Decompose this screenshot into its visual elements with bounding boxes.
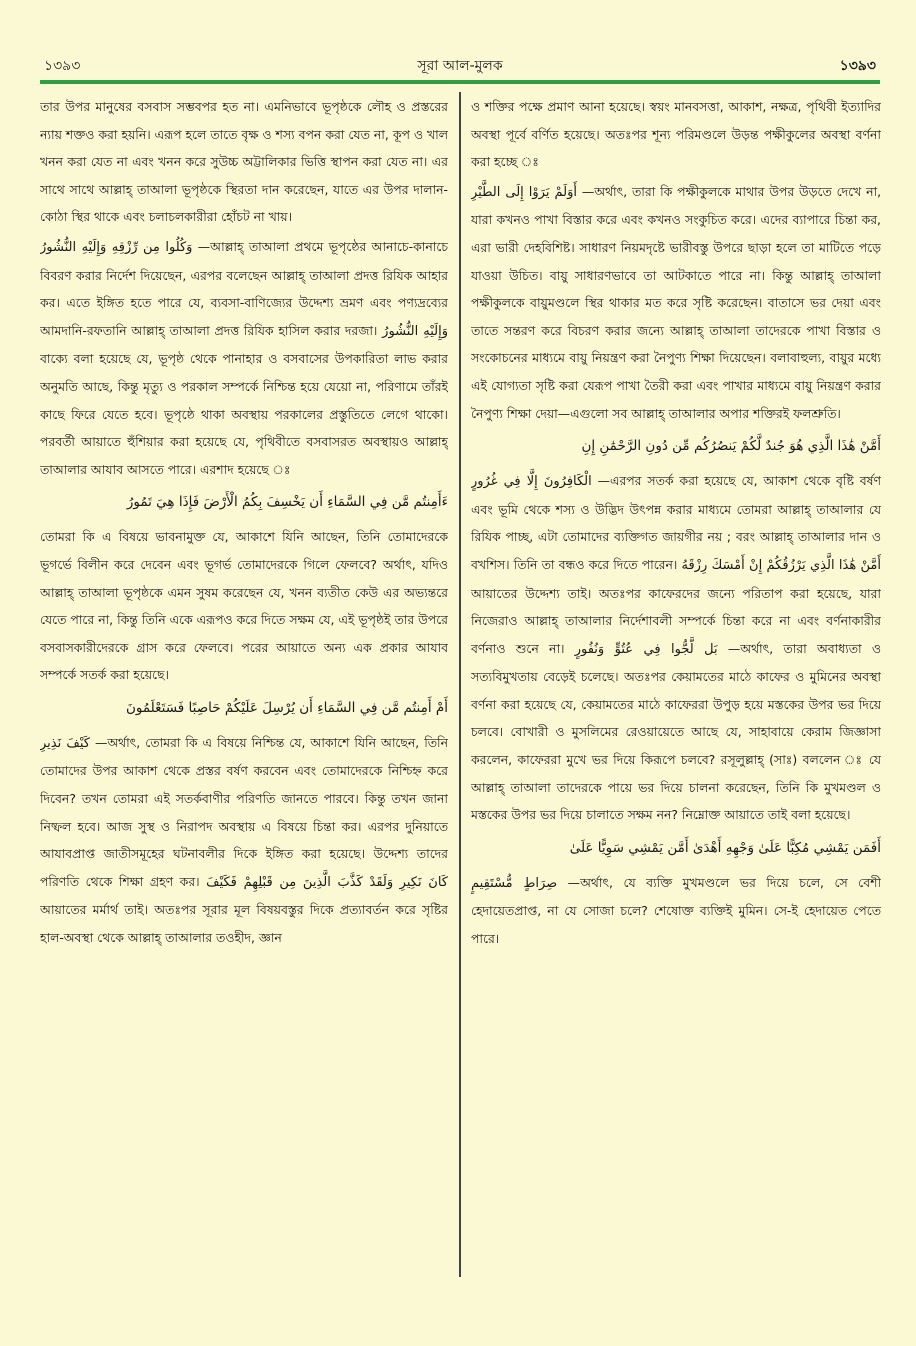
paragraph-text: —আল্লাহ্ তাআলা প্রথমে ভূপৃষ্ঠের আনাচে-কানাচে বিবরণ করার নির্দেশ দিয়েছেন, এরপর বলেছেন আল্লাহ্ তাআলা প্রদত্ত রিযিক আহার কর। এতে ইঙ্গিত হতে পারে যে, ব্যবসা-বাণিজ্যের উদ্দেশ্য ভ্রমণ এবং পণ্যদ্রব্যের আমদানি-রফতানি আল্লাহ্ তাআলা প্রদত্ত রিযিক হাসিল করার দরজা। (40, 238, 448, 338)
paragraph-text: —এরপর সতর্ক করা হয়েছে যে, আকাশ থেকে বৃষ্টি বর্ষণ এবং ভূমি থেকে শস্য ও উদ্ভিদ উৎপন্ন করার মাধ্যমে তোমরা আল্লাহ্ তাআলার যে রিযিক পাচ্ছ, এটা তোমাদের ব্যক্তিগত জায়গীর নয় ; বরং আল্লাহ্ তাআলার দান ও বখশিস। তিনি তা বন্ধও করে দিতে পারেন। (471, 473, 881, 572)
arabic-quote: وَكُلُوا مِن رِّزْقِهِ وَإِلَيْهِ النُّشُورُ (40, 239, 193, 255)
left-column (40, 93, 448, 1283)
arabic-verse: أَفَمَن يَمْشِي مُكِبًّا عَلَىٰ وَجْهِهِ أَهْدَىٰ أَمَّن يَمْشِي سَوِيًّا عَلَىٰ (569, 839, 881, 856)
paragraph: তার উপর মানুষের বসবাস সম্ভবপর হত না। এমনিভাবে ভূপৃষ্ঠকে লৌহ ও প্রস্তরের ন্যায় শক্তও করা হয়নি। এরূপ হলে তাতে বৃক্ষ ও শস্য বপন করা যেত না, কূপ ও খাল খনন করা যেত না এবং খনন করে সুউচ্চ অট্টালিকার ভিত্তি স্থাপন করা যেত না। এর সাথে সাথে আল্লাহ্ তাআলা ভূপৃষ্ঠকে স্থিরতা দান করেছেন, যাতে এর উপর দালান-কোঠা স্থির থাকে এবং চলাচলকারীরা হোঁচট না খায়। (40, 99, 448, 225)
arabic-verse: ءَأَمِنتُم مَّن فِي السَّمَاءِ أَن يَخْسِفَ بِكُمُ الْأَرْضَ فَإِذَا هِيَ تَمُورُ (126, 494, 448, 511)
arabic-quote: وَإِلَيْهِ النُّشُورُ (382, 323, 448, 339)
paragraph (40, 729, 448, 952)
paragraph (471, 467, 881, 829)
arabic-quote: كَيْفَ نَذِيرِ (40, 735, 90, 751)
paragraph-text: —অর্থাৎ, তোমরা কি এ বিষয়ে নিশ্চিন্ত যে, আকাশে যিনি আছেন, তিনি তোমাদের উপর আকাশ থেকে প্রস্তর বর্ষণ করবেন এবং তোমাদেরকে নিশ্চিহ্ন করে দিবেন? তখন তোমরা এই সতর্কবাণীর পরিণতি জানতে পারবে। কিন্তু তখন জানা নিষ্ফল হবে। আজ সুস্থ ও নিরাপদ অবস্থায় এ বিষয়ে চিন্তা কর। এরপর দুনিয়াতে আযাবপ্রাপ্ত জাতীসমূহের ঘটনাবলীর দিকে ইঙ্গিত করা হয়েছে। উদ্দেশ্য তাদের পরিণতি থেকে শিক্ষা গ্রহণ কর। (40, 734, 448, 889)
arabic-verse: أَمْ أَمِنتُم مَّن فِي السَّمَاءِ أَن يُرْسِلَ عَلَيْكُمْ حَاصِبًا فَسَتَعْلَمُونَ (125, 699, 448, 716)
page-header (40, 48, 880, 78)
arabic-quote: وَلَقَدْ كَذَّبَ الَّذِينَ مِن قَبْلِهِمْ فَكَيْفَ (206, 874, 394, 890)
arabic-quote: الْكَافِرُونَ إِلَّا فِي غُرُورٍ (471, 474, 592, 490)
header-rule (40, 80, 880, 84)
paragraph: তোমরা কি এ বিষয়ে ভাবনামুক্ত যে, আকাশে যিনি আছেন, তিনি তোমাদেরকে ভূগর্ভে বিলীন করে দেবেন এবং ভূগর্ভ তোমাদেরকে গিলে ফেলবে? অর্থাৎ, যদিও আল্লাহ্ তাআলা ভূপৃষ্ঠকে এমন সুষম করেছেন যে, খনন ব্যতীত কেউ এর অভ্যন্তরে যেতে পারে না, কিন্তু তিনি একে এরূপও করে দিতে সক্ষম যে, এই ভূপৃষ্ঠই তার উপরে বসবাসকারীদেরকে গ্রাস করে ফেলবে। পরের আয়াতে অন্য এক প্রকার আযাব সম্পর্কে সতর্ক করা হয়েছে। (40, 529, 448, 683)
paragraph: ও শক্তির পক্ষে প্রমাণ আনা হয়েছে। স্বয়ং মানবসত্তা, আকাশ, নক্ষত্র, পৃথিবী ইত্যাদির অবস্থা পূর্বে বর্ণিত হয়েছে। অতঃপর শূন্য পরিমণ্ডলে উড়ন্ত পক্ষীকুলের অবস্থা বর্ণনা করা হচ্ছে ঃ (471, 99, 881, 170)
arabic-quote: أَمَّنْ هَٰذَا الَّذِي يَرْزُقُكُمْ إِنْ أَمْسَكَ رِزْقَهُ (681, 557, 881, 573)
column-divider (459, 92, 461, 1277)
arabic-quote: كَانَ نَكِيرِ (399, 874, 448, 890)
paragraph (471, 869, 881, 953)
arabic-quote: بَل لَّجُّوا فِي عُتُوٍّ وَنُفُورٍ (574, 641, 718, 657)
paragraph-text: —অর্থাৎ, তারা অবাধ্যতা ও সত্যবিমুখতায় বেড়েই চলেছে। অতঃপর কেয়ামতের মাঠে কাফের ও মুমিনের অবস্থা বর্ণনা করা হয়েছে যে, কেয়ামতের মাঠে কাফেররা উপুড় হয়ে মস্তকের উপর ভর দিয়ে চলবে। বোখারী ও মুসলিমের রেওয়ায়েতে আছে যে, সাহাবায়ে কেরাম জিজ্ঞাসা করলেন, কাফেররা মুখে ভর দিয়ে কিরূপে চলবে? রসূলুল্লাহ্ (সাঃ) বললেন ঃ যে আল্লাহ্ তাআলা তাদেরকে পায়ে ভর দিয়ে চালনা করেছেন, তিনি কি মুখমণ্ডল ও মস্তকের উপর ভর দিয়ে চালাতে সক্ষম নন? নিম্নোক্ত আয়াতে তাই বলা হয়েছে। (471, 640, 881, 823)
paragraph-text: —অর্থাৎ, তারা কি পক্ষীকুলকে মাথার উপর উড়তে দেখে না, যারা কখনও পাখা বিস্তার করে এবং কখনও সংকুচিত করে। এদের ব্যাপারে চিন্তা কর, এরা ভারী দেহবিশিষ্ট। সাধারণ নিয়মদৃষ্টে ভারীবস্তু উপরে ছাড়া হলে তা মাটিতে পড়ে যাওয়া উচিত। বায়ু সাধারণভাবে তা আটকাতে পারে না। কিন্তু আল্লাহ্ তাআলা পক্ষীকুলকে বায়ুমণ্ডলে স্থির থাকার মত করে সৃষ্টি করেছেন। বাতাসে ভর দেয়া এবং তাতে সন্তরণ করে বিচরণ করার জন্যে আল্লাহ্ তাআলা তাদেরকে পাখা বিস্তার ও সংকোচনের মাধ্যমে বায়ু নিয়ন্ত্রণ করা নৈপুণ্য শিক্ষা দিয়েছেন। বলাবাহুল্য, বায়ুর মধ্যে এই যোগ্যতা সৃষ্টি করা যেরূপ পাখা তৈরী করা এবং পাখার মাধ্যমে বায়ু নিয়ন্ত্রণ করার নৈপুণ্য শিক্ষা দেয়া—এগুলো সব আল্লাহ্ তাআলার অপার শক্তিরই ফলশ্রুতি। (471, 183, 881, 421)
arabic-quote: أَوَلَمْ يَرَوْا إِلَى الطَّيْرِ (471, 184, 578, 200)
paragraph (471, 178, 881, 427)
paragraph-text: বাক্যে বলা হয়েছে যে, ভূপৃষ্ঠ থেকে পানাহার ও বসবাসের উপকারিতা লাভ করার অনুমতি আছে, কিন্তু মৃত্যু ও পরকাল সম্পর্কে নিশ্চিন্ত হয়ে যেয়ো না, পরিণামে তাঁরই কাছে ফিরে যেতে হবে। ভূপৃষ্ঠে থাকা অবস্থায় পরকালের প্রস্তুতিতে লেগে থাকো। পরবর্তী আয়াতে হুঁশিয়ার করা হয়েছে যে, পৃথিবীতে বসবাসরত অবস্থায়ও আল্লাহ্ তাআলার আযাব আসতে পারে। এরশাদ হয়েছে ঃ (40, 351, 448, 477)
page-number-left: ১৩৯৩ (44, 58, 81, 74)
right-column (471, 93, 881, 1283)
arabic-quote: صِرَاطٍ مُّسْتَقِيمٍ (471, 875, 558, 891)
arabic-verse: أَمَّنْ هَٰذَا الَّذِي هُوَ جُندٌ لَّكُمْ يَنصُرُكُم مِّن دُونِ الرَّحْمَٰنِ إِنِ (581, 438, 881, 455)
paragraph-text: আয়াতের উদ্দেশ্য তাই। অতঃপর কাফেরদের জন্যে পরিতাপ করা হয়েছে, যারা নিজেরাও আল্লাহ্ তাআলার নির্দেশাবলী সম্পর্কে চিন্তা করে না এবং বর্ণনাকারীর বর্ণনাও শুনে না। (471, 585, 881, 656)
paragraph (40, 233, 448, 483)
paragraph-text: আয়াতের মর্মার্থ তাই। অতঃপর সূরার মূল বিষয়বস্তুর দিকে প্রত্যাবর্তন করে সৃষ্টির হাল-অবস্থা থেকে আল্লাহ্ তাআলার তওহীদ, জ্ঞান (40, 902, 448, 946)
surah-title: সূরা আল-মুলক (417, 58, 503, 74)
paragraph-text: —অর্থাৎ, যে ব্যক্তি মুখমণ্ডলে ভর দিয়ে চলে, সে বেশী হেদায়েতপ্রাপ্ত, না যে সোজা চলে? শেষোক্ত ব্যক্তিই মুমিন। সে-ই হেদায়েত পেতে পারে। (471, 874, 881, 947)
page-number-right: ১৩৯৩ (839, 58, 876, 74)
